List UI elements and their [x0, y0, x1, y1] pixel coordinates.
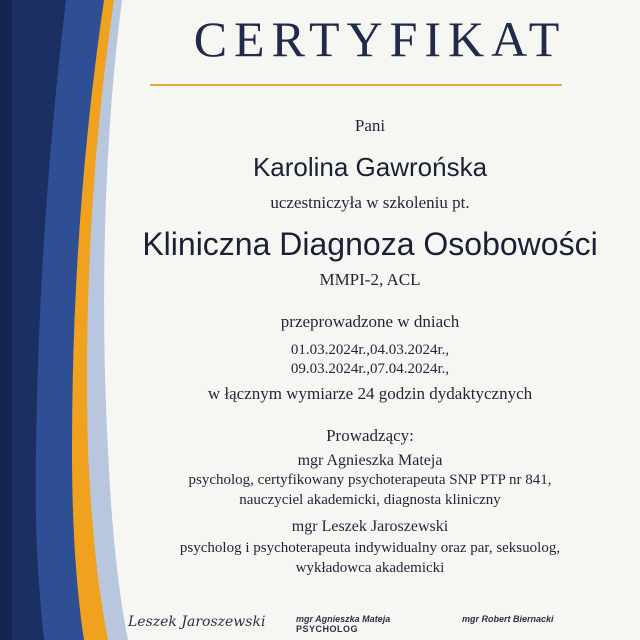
stamp-right-name: mgr Robert Biernacki	[462, 614, 554, 624]
dates-line-1: 01.03.2024r.,04.03.2024r.,	[290, 342, 450, 358]
instructor-2-name: mgr Leszek Jaroszewski	[291, 518, 449, 535]
signature-stamp-right	[462, 614, 592, 640]
dates-line-2: 09.03.2024r.,07.04.2024r.,	[290, 361, 450, 377]
hours-text: w łącznym wymiarze 24 godzin dydaktycznych	[207, 384, 533, 403]
course-title: Kliniczna Diagnoza Osobowości	[142, 226, 598, 262]
certificate-title: CERTYFIKAT	[193, 11, 567, 67]
stamp-role: PSYCHOLOG	[296, 624, 359, 634]
salutation: Pani	[354, 116, 386, 135]
stamp-name: mgr Agnieszka Mateja	[296, 614, 391, 624]
signature-stamp-middle	[296, 614, 426, 640]
conducted-label: przeprowadzone w dniach	[280, 312, 460, 331]
title-divider	[150, 84, 562, 86]
recipient-name: Karolina Gawrońska	[252, 152, 488, 182]
signature-left	[128, 614, 266, 640]
course-subtitle: MMPI-2, ACL	[319, 270, 421, 289]
instructor-1-role-line-2: nauczyciel akademicki, diagnosta kliniczny	[239, 492, 501, 508]
instructor-1-role-line-1: psycholog, certyfikowany psychoterapeuta SNP PTP nr 841,	[188, 472, 552, 488]
instructor-2-role-line-1: psycholog i psychoterapeuta indywidualny oraz par, seksuolog,	[179, 540, 561, 556]
dark-edge-band	[0, 0, 12, 640]
participation-text: uczestniczyła w szkoleniu pt.	[270, 193, 470, 212]
signature-left-script: Leszek Jaroszewski	[128, 614, 266, 630]
instructors-label: Prowadzący:	[326, 426, 414, 445]
instructor-1-name: mgr Agnieszka Mateja	[297, 452, 443, 469]
instructor-2-role-line-2: wykładowca akademicki	[295, 560, 445, 576]
